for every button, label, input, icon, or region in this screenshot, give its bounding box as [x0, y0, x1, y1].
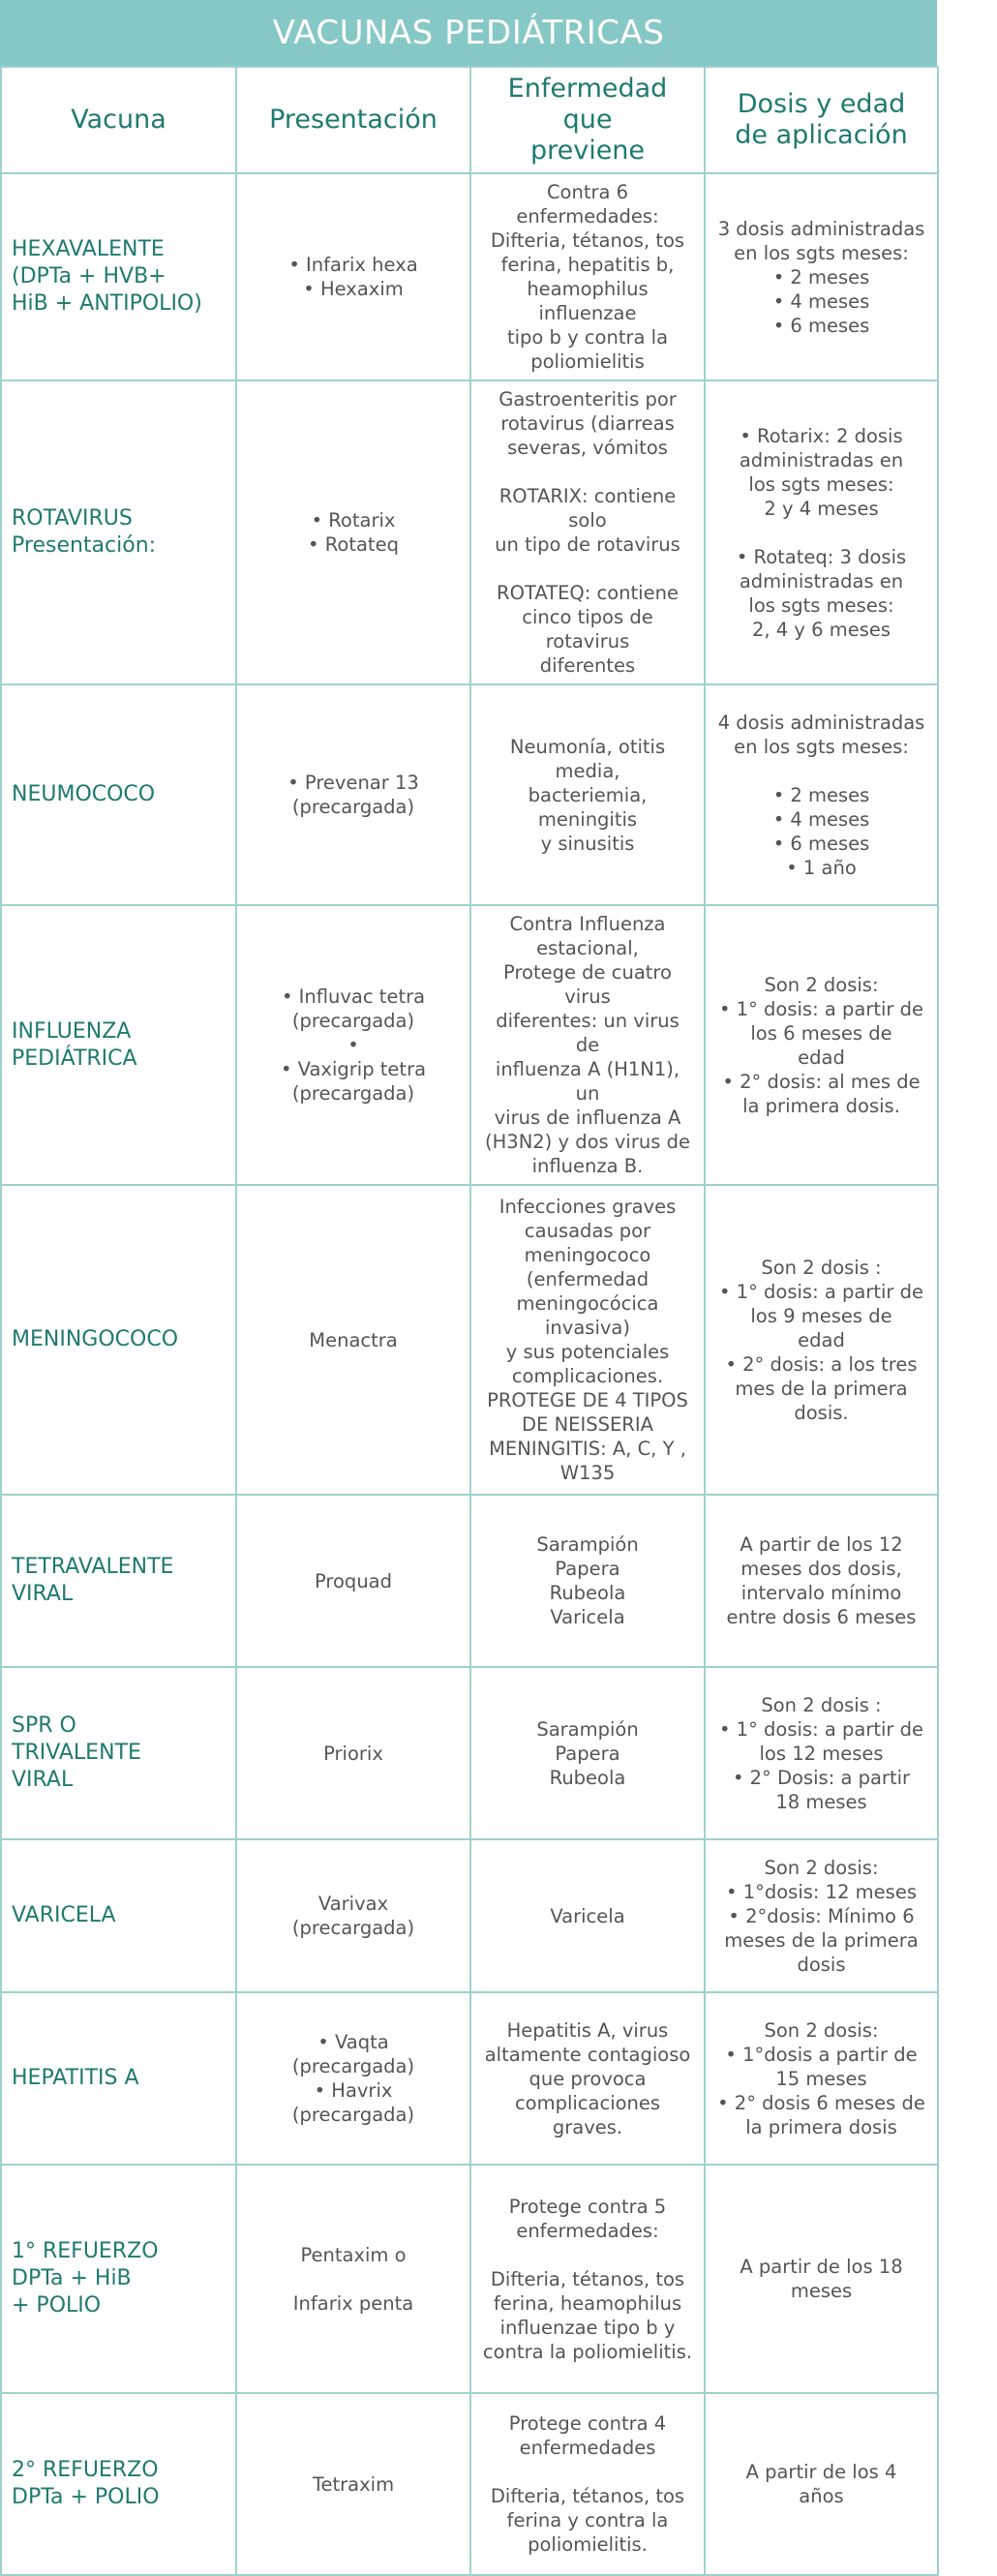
dosage-cell: A partir de los 4 años — [705, 2393, 938, 2575]
disease-cell: Neumonía, otitis media, bacteriemia, meningitis y sinusitis — [470, 684, 705, 905]
header-vacuna: Vacuna — [1, 67, 236, 173]
disease-cell: Gastroenteritis por rotavirus (diarreas severas, vómitos ROTARIX: contiene solo un tipo de rotavirus ROTATEQ: contiene cinco tipos de rotavirus diferentes — [470, 380, 705, 684]
presentation-cell: Proquad — [236, 1495, 470, 1667]
vaccine-name: 2° REFUERZO DPTa + POLIO — [1, 2393, 236, 2575]
disease-cell: Hepatitis A, virus altamente contagioso que provoca complicaciones graves. — [470, 1992, 705, 2165]
table-row — [1, 1185, 938, 1495]
vaccine-name: HEXAVALENTE (DPTa + HVB+ HiB + ANTIPOLIO) — [1, 173, 236, 380]
vaccine-name: 1° REFUERZO DPTa + HiB + POLIO — [1, 2165, 236, 2393]
disease-cell: Sarampión Papera Rubeola — [470, 1667, 705, 1839]
presentation-cell: Priorix — [236, 1667, 470, 1839]
presentation-cell: • Rotarix • Rotateq — [236, 380, 470, 684]
presentation-cell: Menactra — [236, 1185, 470, 1495]
vaccine-name: MENINGOCOCO — [1, 1185, 236, 1495]
disease-cell: Varicela — [470, 1839, 705, 1992]
vaccine-name: ROTAVIRUS Presentación: — [1, 380, 236, 684]
vaccine-name: TETRAVALENTE VIRAL — [1, 1495, 236, 1667]
presentation-cell: • Prevenar 13 (precargada) — [236, 684, 470, 905]
dosage-cell: Son 2 dosis : • 1° dosis: a partir de los 12 meses • 2° Dosis: a partir 18 meses — [705, 1667, 938, 1839]
disease-cell: Contra Influenza estacional, Protege de cuatro virus diferentes: un virus de influenza A (H1N1), un virus de influenza A (H3N2) y dos virus de influenza B. — [470, 905, 705, 1185]
header-row — [1, 67, 938, 173]
dosage-cell: A partir de los 12 meses dos dosis, intervalo mínimo entre dosis 6 meses — [705, 1495, 938, 1667]
dosage-cell: 3 dosis administradas en los sgts meses: • 2 meses • 4 meses • 6 meses — [705, 173, 938, 380]
dosage-cell: • Rotarix: 2 dosis administradas en los sgts meses: 2 y 4 meses • Rotateq: 3 dosis administradas en los sgts meses: 2, 4 y 6 meses — [705, 380, 938, 684]
dosage-cell: Son 2 dosis: • 1°dosis: 12 meses • 2°dosis: Mínimo 6 meses de la primera dosis — [705, 1839, 938, 1992]
vaccine-name: SPR O TRIVALENTE VIRAL — [1, 1667, 236, 1839]
table-row — [1, 1495, 938, 1667]
table-row — [1, 1839, 938, 1992]
table-row — [1, 2165, 938, 2393]
presentation-cell: • Infarix hexa • Hexaxim — [236, 173, 470, 380]
table-row — [1, 905, 938, 1185]
disease-cell: Sarampión Papera Rubeola Varicela — [470, 1495, 705, 1667]
disease-cell: Protege contra 5 enfermedades: Difteria, tétanos, tos ferina, heamophilus influenzae tipo b y contra la poliomielitis. — [470, 2165, 705, 2393]
presentation-cell: Varivax (precargada) — [236, 1839, 470, 1992]
table-row — [1, 1992, 938, 2165]
header-presentacion: Presentación — [236, 67, 470, 173]
dosage-cell: Son 2 dosis: • 1° dosis: a partir de los 6 meses de edad • 2° dosis: al mes de la primera dosis. — [705, 905, 938, 1185]
disease-cell: Infecciones graves causadas por meningococo (enfermedad meningocócica invasiva) y sus potenciales complicaciones. PROTEGE DE 4 TIPOS DE NEISSERIA MENINGITIS: A, C, Y , W135 — [470, 1185, 705, 1495]
dosage-cell: 4 dosis administradas en los sgts meses: • 2 meses • 4 meses • 6 meses • 1 año — [705, 684, 938, 905]
dosage-cell: A partir de los 18 meses — [705, 2165, 938, 2393]
disease-cell: Protege contra 4 enfermedades Difteria, tétanos, tos ferina y contra la poliomielitis. — [470, 2393, 705, 2575]
header-enfermedad: Enfermedad que previenе — [470, 67, 705, 173]
vaccine-name: INFLUENZA PEDIÁTRICA — [1, 905, 236, 1185]
presentation-cell: Pentaxim o Infarix penta — [236, 2165, 470, 2393]
table-row — [1, 1667, 938, 1839]
table-row — [1, 2393, 938, 2575]
presentation-cell: • Influvac tetra (precargada) • • Vaxigrip tetra (precargada) — [236, 905, 470, 1185]
presentation-cell: • Vaqta (precargada) • Havrix (precargada) — [236, 1992, 470, 2165]
dosage-cell: Son 2 dosis : • 1° dosis: a partir de los 9 meses de edad • 2° dosis: a los tres mes de la primera dosis. — [705, 1185, 938, 1495]
page-title: VACUNAS PEDIÁTRICAS — [0, 0, 937, 66]
vaccine-table — [0, 66, 939, 2576]
disease-cell: Contra 6 enfermedades: Difteria, tétanos, tos ferina, hepatitis b, heamophilus influenzae tipo b y contra la poliomielitis — [470, 173, 705, 380]
table-row — [1, 173, 938, 380]
vaccine-name: NEUMOCOCO — [1, 684, 236, 905]
dosage-cell: Son 2 dosis: • 1°dosis a partir de 15 meses • 2° dosis 6 meses de la primera dosis — [705, 1992, 938, 2165]
vaccine-name: HEPATITIS A — [1, 1992, 236, 2165]
header-dosis: Dosis y edad de aplicación — [705, 67, 938, 173]
presentation-cell: Tetraxim — [236, 2393, 470, 2575]
table-row — [1, 380, 938, 684]
table-row — [1, 684, 938, 905]
vaccine-name: VARICELA — [1, 1839, 236, 1992]
